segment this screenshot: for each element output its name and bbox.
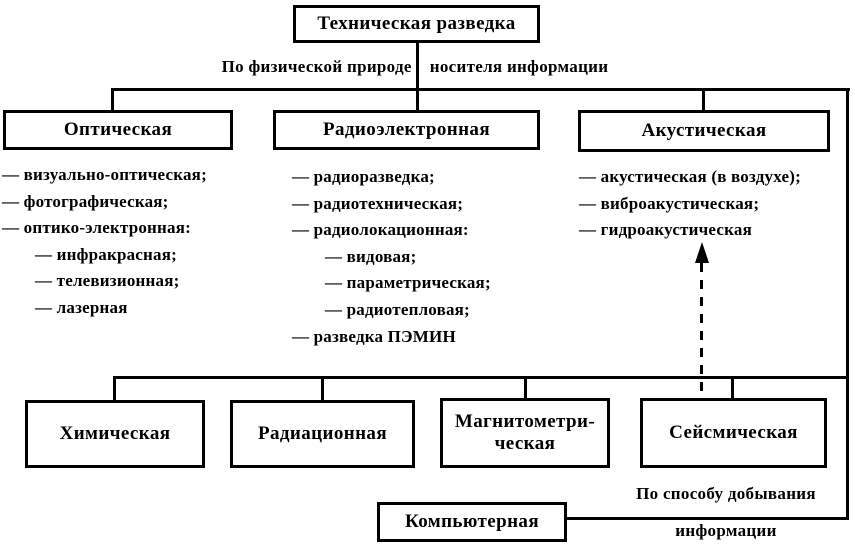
dashed-arrow-up-icon [695, 242, 709, 263]
list-item: — радиотепловая; [325, 299, 470, 319]
connector-right-vertical [846, 88, 849, 520]
connector-stub-chemical [113, 376, 116, 402]
list-item: — гидроакустическая [579, 220, 752, 240]
list-item: — радиолокационная: [292, 220, 469, 240]
classifier-label-physical-nature [140, 57, 690, 77]
list-item: — радиотехническая; [292, 193, 464, 213]
list-item: — разведка ПЭМИН [292, 326, 456, 346]
node-radiation: Радиационная [230, 400, 415, 468]
list-item: — визуально-оптическая; [2, 165, 207, 184]
connector-stub-radioelectronic [416, 88, 419, 112]
list-item: — оптико-электронная: [2, 218, 192, 238]
connector-bottom-horizontal [113, 376, 849, 379]
node-technical-reconnaissance: Техническая разведка [293, 5, 540, 43]
node-computer: Компьютерная [377, 502, 567, 542]
list-item: — фотографическая; [2, 191, 169, 211]
node-magnetometric: Магнитометри-ческая [440, 398, 610, 468]
connector-stub-acoustic [702, 88, 705, 112]
acoustic-subtypes-list [579, 164, 801, 244]
list-item: — видовая; [325, 246, 417, 266]
classifier-physical-right: носителя информации [429, 57, 609, 76]
list-item: — параметрическая; [325, 273, 491, 293]
connector-computer-horizontal [567, 517, 849, 520]
list-item: — акустическая (в воздухе); [579, 167, 801, 186]
classifier-label-obtaining-method-line2: информации [675, 521, 777, 540]
list-item: — лазерная [35, 297, 128, 317]
list-item: — виброакустическая; [579, 193, 760, 213]
connector-stub-optical [111, 88, 114, 112]
connector-top-horizontal [111, 88, 850, 91]
radioelectronic-subtypes-list [292, 164, 491, 350]
node-seismic: Сейсмическая [640, 398, 827, 468]
classifier-physical-left: По физической природе [221, 57, 412, 76]
list-item: — радиоразведка; [292, 167, 435, 186]
node-chemical: Химическая [25, 400, 205, 468]
node-radioelectronic: Радиоэлектронная [273, 110, 540, 150]
list-item: — инфракрасная; [35, 244, 178, 264]
node-acoustic: Акустическая [578, 110, 830, 152]
optical-subtypes-list [2, 162, 207, 322]
connector-stub-radiation [321, 376, 324, 402]
node-optical: Оптическая [3, 110, 233, 150]
list-item: — телевизионная; [35, 271, 180, 291]
classifier-label-obtaining-method-line1: По способу добывания [636, 484, 816, 503]
